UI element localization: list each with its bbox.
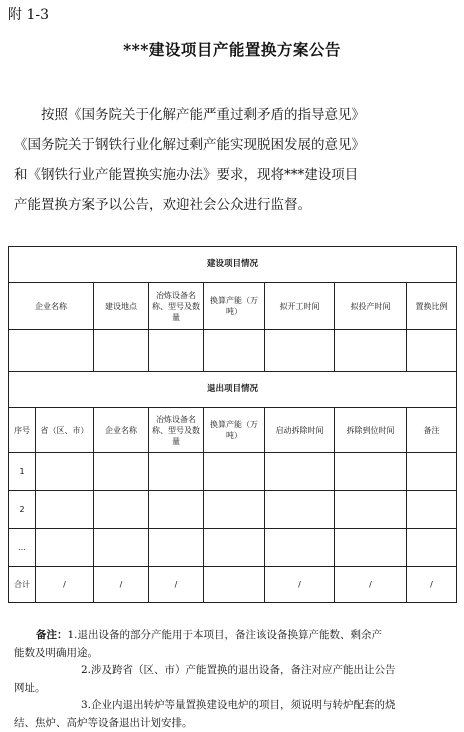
note-line: 结、焦炉、高炉等设备退出计划安排。 bbox=[14, 715, 456, 732]
construction-section-title: 建设项目情况 bbox=[9, 247, 457, 283]
header-converted-capacity: 换算产能（万吨） bbox=[204, 408, 265, 453]
table-cell bbox=[94, 529, 149, 567]
table-cell bbox=[204, 491, 265, 529]
table-cell bbox=[265, 330, 335, 372]
table-cell bbox=[335, 491, 407, 529]
total-label: 合计 bbox=[9, 567, 36, 603]
total-cell: / bbox=[94, 567, 149, 603]
header-equipment: 冶炼设备名称、型号及数量 bbox=[149, 283, 204, 330]
note-text: 1.退出设备的部分产能用于本项目，备注该设备换算产能数、剩余产 bbox=[68, 629, 383, 641]
table-cell bbox=[149, 453, 204, 491]
exit-section-title: 退出项目情况 bbox=[9, 372, 457, 408]
table-cell bbox=[407, 330, 457, 372]
notes-section bbox=[14, 627, 456, 732]
header-enterprise-name: 企业名称 bbox=[94, 408, 149, 453]
intro-line: 按照《国务院关于化解产能严重过剩矛盾的指导意见》 bbox=[14, 100, 452, 130]
table-row bbox=[9, 529, 457, 567]
header-remarks: 备注 bbox=[407, 408, 457, 453]
notes-label: 备注： bbox=[36, 629, 68, 641]
total-cell: / bbox=[335, 567, 407, 603]
table-cell bbox=[265, 491, 335, 529]
table-cell bbox=[335, 529, 407, 567]
table-cell bbox=[407, 453, 457, 491]
header-serial: 序号 bbox=[9, 408, 36, 453]
header-planned-production: 拟投产时间 bbox=[335, 283, 407, 330]
row-number: … bbox=[9, 529, 36, 567]
total-row bbox=[9, 567, 457, 603]
intro-line: 产能置换方案予以公告，欢迎社会公众进行监督。 bbox=[14, 190, 452, 220]
table-row bbox=[9, 491, 457, 529]
table-cell bbox=[265, 529, 335, 567]
table-cell bbox=[335, 453, 407, 491]
table-cell bbox=[36, 529, 94, 567]
header-build-location: 建设地点 bbox=[94, 283, 149, 330]
intro-line: 《国务院关于钢铁行业化解过剩产能实现脱困发展的意见》 bbox=[14, 130, 452, 160]
table-cell bbox=[204, 529, 265, 567]
table-cell bbox=[407, 529, 457, 567]
note-line: 能数及明确用途。 bbox=[14, 645, 456, 663]
total-cell: / bbox=[265, 567, 335, 603]
header-province: 省（区、市） bbox=[36, 408, 94, 453]
header-planned-start: 拟开工时间 bbox=[265, 283, 335, 330]
total-cell: / bbox=[36, 567, 94, 603]
intro-paragraph bbox=[14, 100, 452, 220]
table-row bbox=[9, 453, 457, 491]
table-cell bbox=[94, 491, 149, 529]
header-demolition-start: 启动拆除时间 bbox=[265, 408, 335, 453]
table-cell bbox=[149, 529, 204, 567]
row-number: 1 bbox=[9, 453, 36, 491]
header-converted-capacity: 换算产能（万吨） bbox=[204, 283, 265, 330]
table-cell bbox=[204, 453, 265, 491]
header-demolition-complete: 拆除到位时间 bbox=[335, 408, 407, 453]
table-cell bbox=[149, 491, 204, 529]
table-cell bbox=[9, 330, 94, 372]
header-equipment: 冶炼设备名称、型号及数量 bbox=[149, 408, 204, 453]
table-cell bbox=[265, 453, 335, 491]
table-cell bbox=[94, 330, 149, 372]
total-cell: / bbox=[407, 567, 457, 603]
attachment-label: 附 1-3 bbox=[8, 4, 49, 24]
total-cell: / bbox=[149, 567, 204, 603]
note-line: 网址。 bbox=[14, 680, 456, 698]
header-replacement-ratio: 置换比例 bbox=[407, 283, 457, 330]
table-cell bbox=[36, 453, 94, 491]
page-title: ***建设项目产能置换方案公告 bbox=[0, 38, 464, 60]
table-cell bbox=[94, 453, 149, 491]
row-number: 2 bbox=[9, 491, 36, 529]
total-cell bbox=[204, 567, 265, 603]
table-cell bbox=[36, 491, 94, 529]
header-enterprise-name: 企业名称 bbox=[9, 283, 94, 330]
table-cell bbox=[204, 330, 265, 372]
table-cell bbox=[149, 330, 204, 372]
intro-line: 和《钢铁行业产能置换实施办法》要求，现将***建设项目 bbox=[14, 160, 452, 190]
note-line: 3.企业内退出转炉等量置换建设电炉的项目，须说明与转炉配套的烧 bbox=[14, 697, 456, 715]
note-line: 2.涉及跨省（区、市）产能置换的退出设备，备注对应产能出让公告 bbox=[14, 662, 456, 680]
table-cell bbox=[335, 330, 407, 372]
note-line bbox=[14, 627, 456, 645]
table-cell bbox=[407, 491, 457, 529]
replacement-table bbox=[8, 246, 457, 603]
